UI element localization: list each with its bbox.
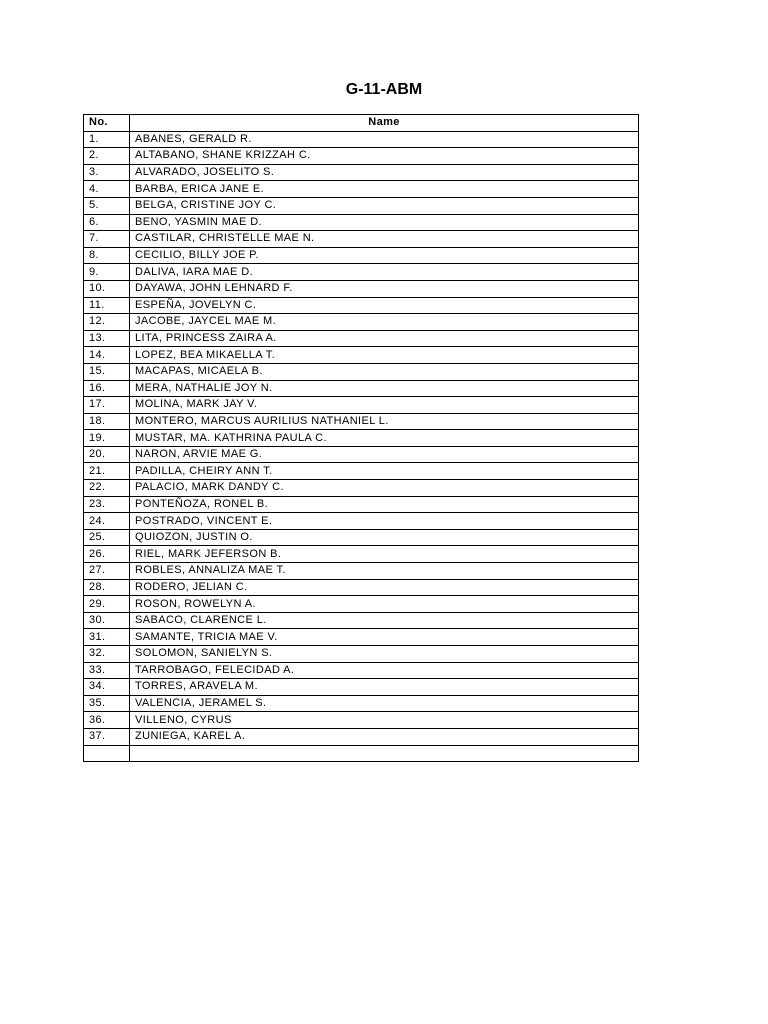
table-row [84, 214, 639, 231]
student-name-cell: ESPEÑA, JOVELYN C. [130, 297, 639, 314]
student-name-cell: DALIVA, IARA MAE D. [130, 264, 639, 281]
row-number-cell: 4. [84, 181, 130, 198]
table-body [84, 131, 639, 762]
table-row [84, 446, 639, 463]
row-number-cell: 18. [84, 413, 130, 430]
table-row [84, 397, 639, 414]
table-row [84, 280, 639, 297]
table-row [84, 197, 639, 214]
student-name-cell: BARBA, ERICA JANE E. [130, 181, 639, 198]
row-number-cell: 14. [84, 347, 130, 364]
row-number-cell: 5. [84, 197, 130, 214]
row-number-cell: 34. [84, 679, 130, 696]
table-row [84, 363, 639, 380]
table-row [84, 463, 639, 480]
table-row [84, 264, 639, 281]
table-row [84, 745, 639, 762]
row-number-cell: 36. [84, 712, 130, 729]
student-name-cell: BELGA, CRISTINE JOY C. [130, 197, 639, 214]
student-name-cell: ABANES, GERALD R. [130, 131, 639, 148]
student-name-cell: QUIOZON, JUSTIN O. [130, 529, 639, 546]
table-row [84, 579, 639, 596]
row-number-cell: 25. [84, 529, 130, 546]
row-number-cell: 15. [84, 363, 130, 380]
row-number-cell [84, 745, 130, 762]
student-name-cell: LOPEZ, BEA MIKAELLA T. [130, 347, 639, 364]
column-header-no: No. [84, 115, 130, 132]
row-number-cell: 2. [84, 148, 130, 165]
table-row [84, 314, 639, 331]
row-number-cell: 30. [84, 612, 130, 629]
student-name-cell: JACOBE, JAYCEL MAE M. [130, 314, 639, 331]
table-row [84, 496, 639, 513]
student-name-cell: ALVARADO, JOSELITO S. [130, 164, 639, 181]
student-name-cell: TARROBAGO, FELECIDAD A. [130, 662, 639, 679]
student-name-cell: LITA, PRINCESS ZAIRA A. [130, 330, 639, 347]
row-number-cell: 1. [84, 131, 130, 148]
row-number-cell: 6. [84, 214, 130, 231]
student-name-cell: ZUNIEGA, KAREL A. [130, 728, 639, 745]
table-row [84, 297, 639, 314]
student-name-cell: MONTERO, MARCUS AURILIUS NATHANIEL L. [130, 413, 639, 430]
student-name-cell: CASTILAR, CHRISTELLE MAE N. [130, 231, 639, 248]
row-number-cell: 28. [84, 579, 130, 596]
student-name-cell: PADILLA, CHEIRY ANN T. [130, 463, 639, 480]
row-number-cell: 11. [84, 297, 130, 314]
row-number-cell: 31. [84, 629, 130, 646]
student-name-cell: DAYAWA, JOHN LEHNARD F. [130, 280, 639, 297]
table-header [84, 115, 639, 132]
row-number-cell: 37. [84, 728, 130, 745]
student-name-cell: PONTEÑOZA, RONEL B. [130, 496, 639, 513]
column-header-name: Name [130, 115, 639, 132]
row-number-cell: 17. [84, 397, 130, 414]
row-number-cell: 24. [84, 513, 130, 530]
class-roster-table [83, 114, 639, 762]
row-number-cell: 20. [84, 446, 130, 463]
student-name-cell: PALACIO, MARK DANDY C. [130, 480, 639, 497]
table-row [84, 728, 639, 745]
student-name-cell [130, 745, 639, 762]
header-row [84, 115, 639, 132]
table-row [84, 148, 639, 165]
student-name-cell: BENO, YASMIN MAE D. [130, 214, 639, 231]
student-name-cell: MERA, NATHALIE JOY N. [130, 380, 639, 397]
table-row [84, 529, 639, 546]
student-name-cell: NARON, ARVIE MAE G. [130, 446, 639, 463]
row-number-cell: 19. [84, 430, 130, 447]
student-name-cell: CECILIO, BILLY JOE P. [130, 247, 639, 264]
student-name-cell: RODERO, JELIAN C. [130, 579, 639, 596]
page-title: G-11-ABM [345, 81, 423, 98]
student-name-cell: SOLOMON, SANIELYN S. [130, 646, 639, 663]
table-row [84, 662, 639, 679]
student-name-cell: MOLINA, MARK JAY V. [130, 397, 639, 414]
row-number-cell: 16. [84, 380, 130, 397]
row-number-cell: 22. [84, 480, 130, 497]
row-number-cell: 13. [84, 330, 130, 347]
student-name-cell: POSTRADO, VINCENT E. [130, 513, 639, 530]
student-name-cell: ALTABANO, SHANE KRIZZAH C. [130, 148, 639, 165]
student-name-cell: VILLENO, CYRUS [130, 712, 639, 729]
student-name-cell: MACAPAS, MICAELA B. [130, 363, 639, 380]
table-row [84, 712, 639, 729]
row-number-cell: 7. [84, 231, 130, 248]
student-name-cell: SAMANTE, TRICIA MAE V. [130, 629, 639, 646]
student-name-cell: ROSON, ROWELYN A. [130, 596, 639, 613]
row-number-cell: 32. [84, 646, 130, 663]
row-number-cell: 35. [84, 695, 130, 712]
table-row [84, 695, 639, 712]
student-name-cell: ROBLES, ANNALIZA MAE T. [130, 563, 639, 580]
table-row [84, 380, 639, 397]
table-row [84, 480, 639, 497]
student-name-cell: SABACO, CLARENCE L. [130, 612, 639, 629]
row-number-cell: 26. [84, 546, 130, 563]
table-row [84, 247, 639, 264]
student-name-cell: MUSTAR, MA. KATHRINA PAULA C. [130, 430, 639, 447]
table-row [84, 563, 639, 580]
row-number-cell: 33. [84, 662, 130, 679]
table-row [84, 679, 639, 696]
table-row [84, 612, 639, 629]
table-row [84, 164, 639, 181]
student-name-cell: VALENCIA, JERAMEL S. [130, 695, 639, 712]
table-row [84, 430, 639, 447]
table-row [84, 646, 639, 663]
table-row [84, 347, 639, 364]
table-row [84, 546, 639, 563]
row-number-cell: 23. [84, 496, 130, 513]
table-row [84, 131, 639, 148]
table-row [84, 513, 639, 530]
table-row [84, 413, 639, 430]
row-number-cell: 8. [84, 247, 130, 264]
row-number-cell: 29. [84, 596, 130, 613]
table-row [84, 629, 639, 646]
row-number-cell: 12. [84, 314, 130, 331]
student-name-cell: TORRES, ARAVELA M. [130, 679, 639, 696]
row-number-cell: 3. [84, 164, 130, 181]
table-row [84, 181, 639, 198]
table-row [84, 330, 639, 347]
row-number-cell: 10. [84, 280, 130, 297]
table-row [84, 231, 639, 248]
row-number-cell: 9. [84, 264, 130, 281]
table-row [84, 596, 639, 613]
row-number-cell: 27. [84, 563, 130, 580]
student-name-cell: RIEL, MARK JEFERSON B. [130, 546, 639, 563]
row-number-cell: 21. [84, 463, 130, 480]
